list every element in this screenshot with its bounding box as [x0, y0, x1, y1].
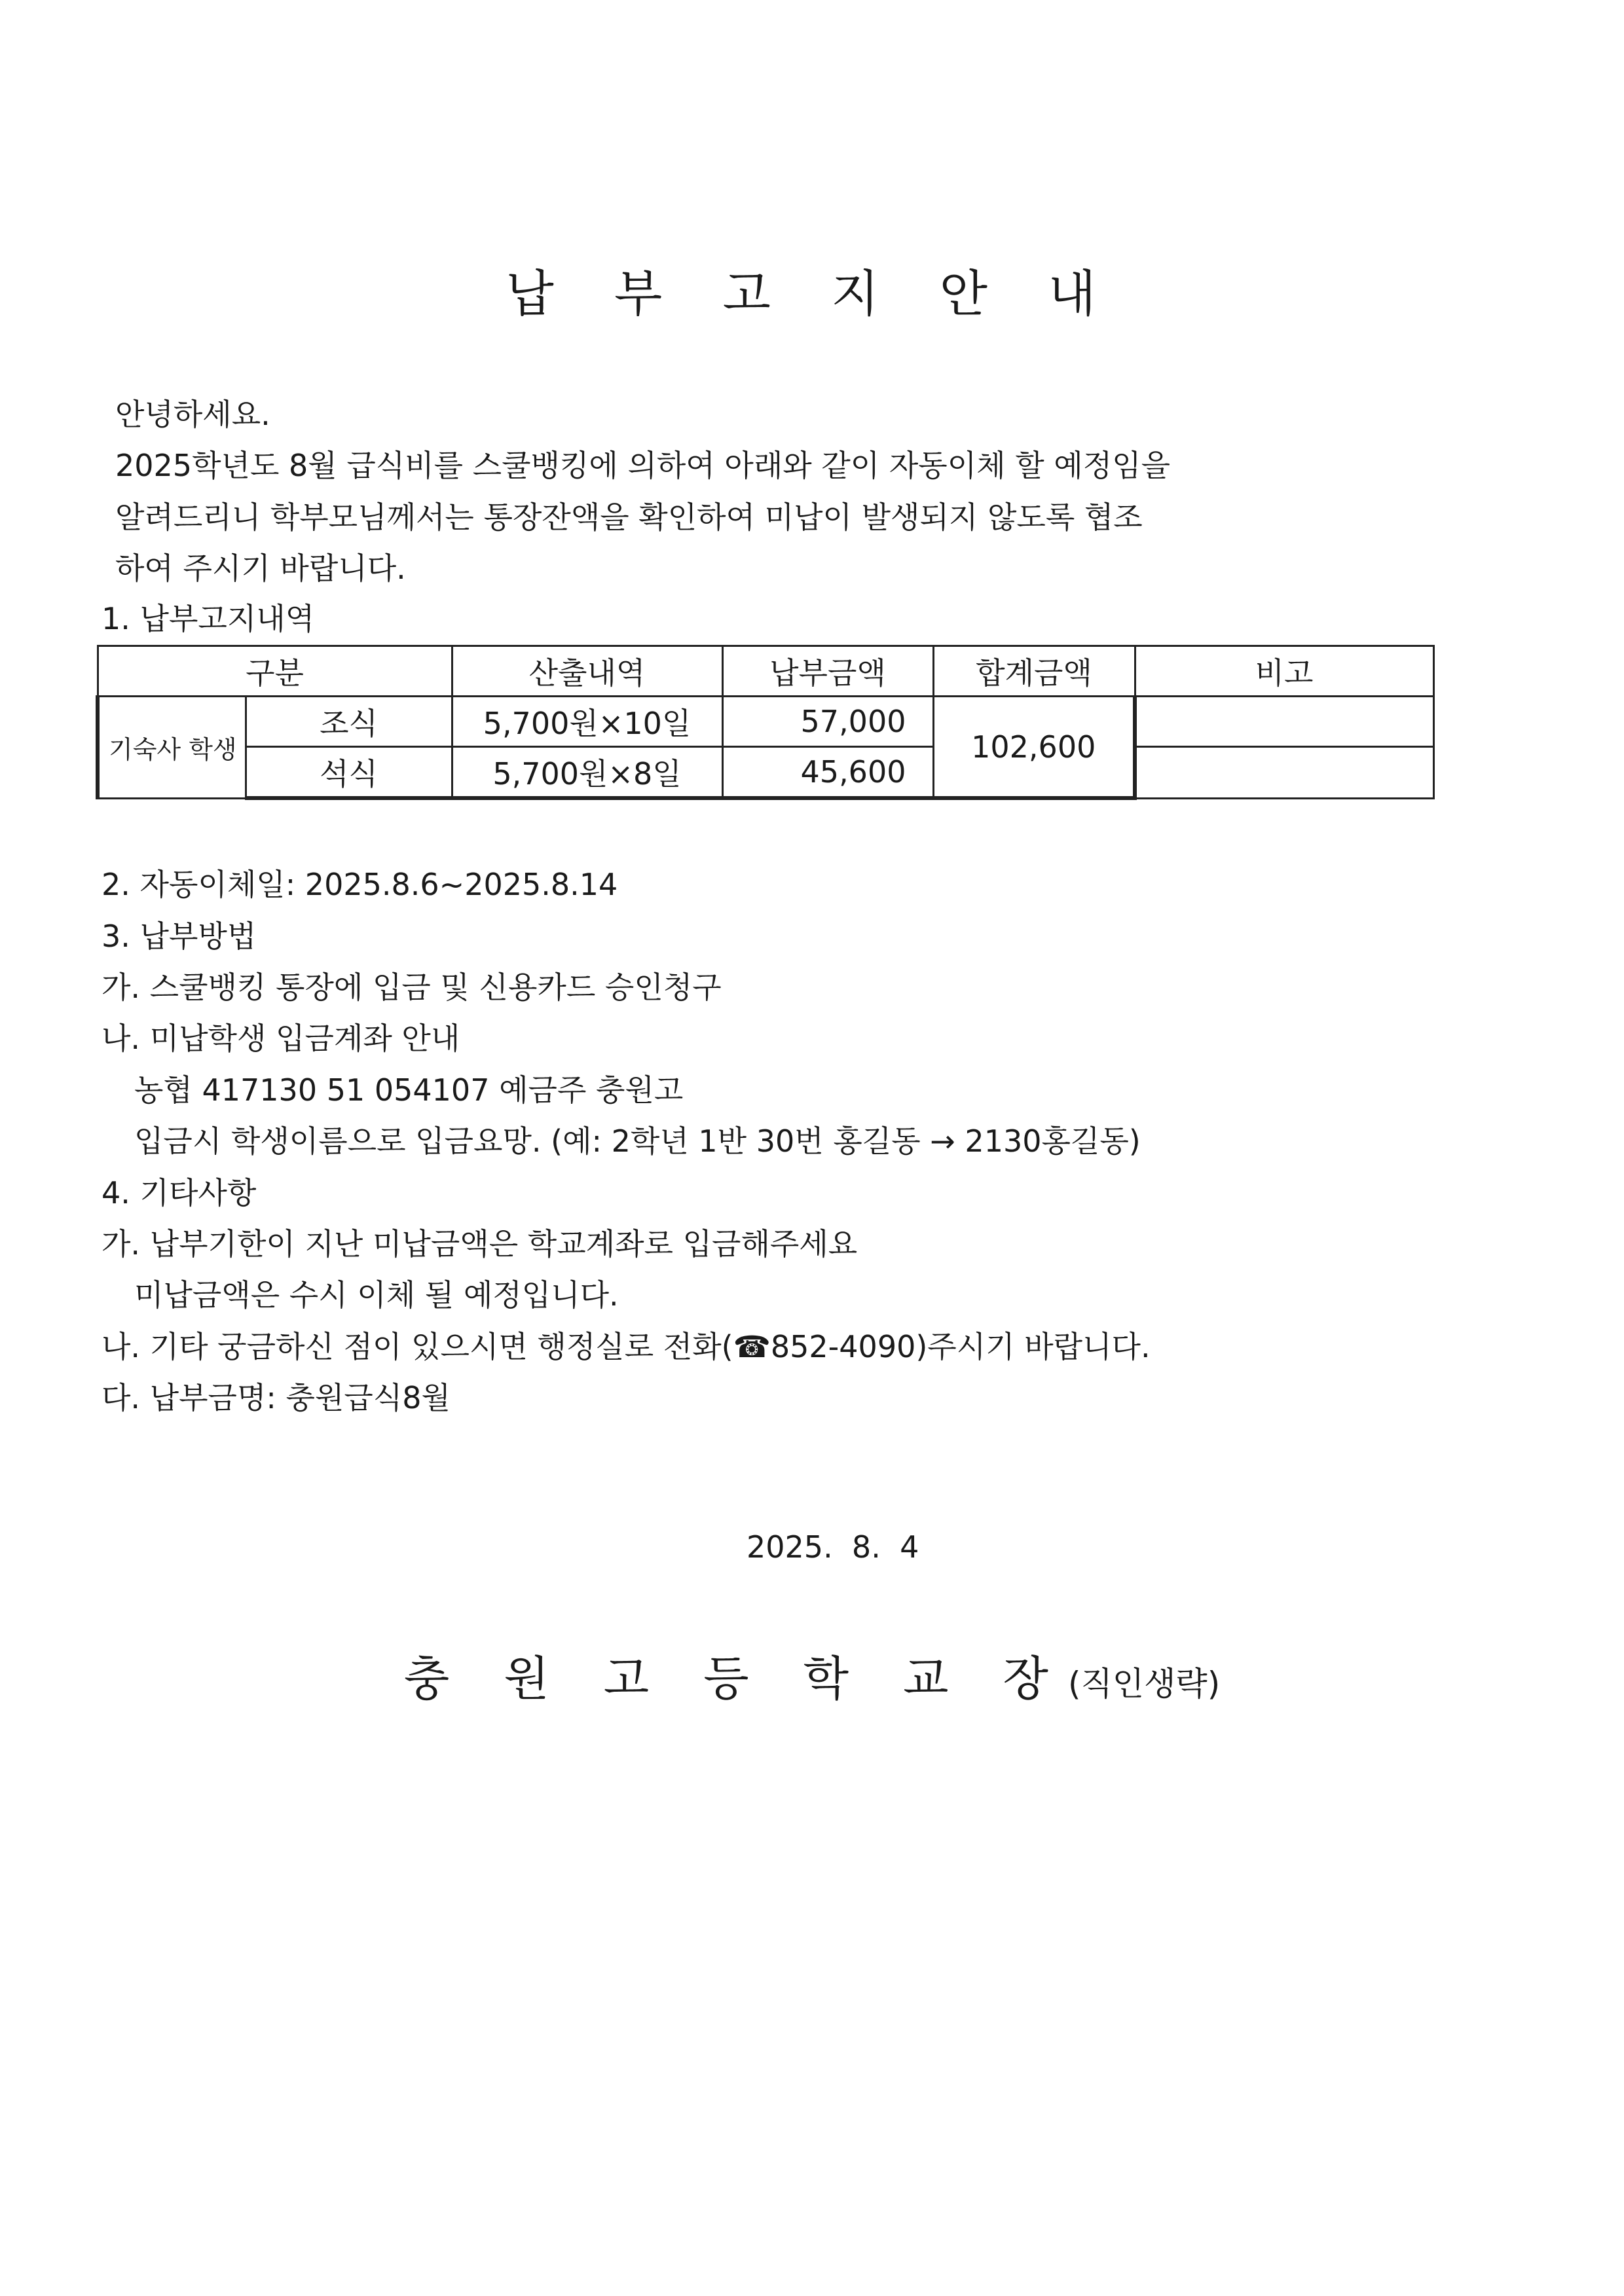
calc-cell: 5,700원×10일: [452, 697, 722, 747]
header-calc: 산출내역: [452, 646, 722, 697]
section-4-heading: 4. 기타사항: [101, 1175, 257, 1211]
amount-cell: 45,600: [722, 747, 933, 799]
other-item-b: 나. 기타 궁금하신 점이 있으시면 행정실로 전화(☎852-4090)주시기 바랍니다.: [101, 1329, 1151, 1364]
section-1-heading: 1. 납부고지내역: [101, 601, 315, 636]
table-header-row: [98, 646, 1433, 697]
other-item-a: 가. 납부기한이 지난 미납금액은 학교계좌로 입금해주세요: [101, 1226, 858, 1262]
intro-line-1: 2025학년도 8월 급식비를 스쿨뱅킹에 의하여 아래와 같이 자동이체 할 예정임을: [115, 448, 1171, 483]
seal-omitted-note: (직인생략): [1067, 1665, 1221, 1703]
table-row: [98, 747, 1433, 799]
table-row: [98, 697, 1433, 747]
intro-line-3: 하여 주시기 바랍니다.: [115, 551, 406, 586]
fee-table: [96, 645, 1435, 800]
payment-method-b: 나. 미납학생 입금계좌 안내: [101, 1021, 460, 1056]
item-cell: 조식: [246, 697, 452, 747]
other-item-a-note: 미납금액은 수시 이체 될 예정입니다.: [134, 1277, 619, 1313]
total-cell: 102,600: [933, 697, 1135, 799]
header-category: 구분: [98, 646, 452, 697]
notes-cell: [1135, 697, 1433, 747]
calc-cell: 5,700원×8일: [452, 747, 722, 799]
bank-account: 농협 417130 51 054107 예금주 충원고: [134, 1072, 684, 1108]
amount-cell: 57,000: [722, 697, 933, 747]
intro-line-2: 알려드리니 학부모님께서는 통장잔액을 확인하여 미납이 발생되지 않도록 협조: [115, 500, 1143, 535]
signature: [0, 1641, 1624, 1709]
issue-date: 2025. 8. 4: [747, 1529, 919, 1565]
notes-cell: [1135, 747, 1433, 799]
category-cell: 기숙사 학생: [98, 697, 246, 799]
deposit-instruction: 입금시 학생이름으로 입금요망. (예: 2학년 1반 30번 홍길동 → 2130홍길동): [134, 1123, 1141, 1159]
header-notes: 비고: [1135, 646, 1433, 697]
school-principal: 충 원 고 등 학 교 장: [403, 1651, 1068, 1706]
item-cell: 석식: [246, 747, 452, 799]
header-amount: 납부금액: [722, 646, 933, 697]
section-3-heading: 3. 납부방법: [101, 919, 257, 954]
document-title: 납 부 고 지 안 내: [506, 264, 1118, 323]
other-item-c: 다. 납부금명: 충원급식8월: [101, 1380, 451, 1415]
greeting: 안녕하세요.: [115, 397, 270, 432]
payment-method-a: 가. 스쿨뱅킹 통장에 입금 및 신용카드 승인청구: [101, 970, 722, 1005]
header-total: 합계금액: [933, 646, 1135, 697]
section-2-transfer-date: 2. 자동이체일: 2025.8.6~2025.8.14: [101, 867, 618, 902]
